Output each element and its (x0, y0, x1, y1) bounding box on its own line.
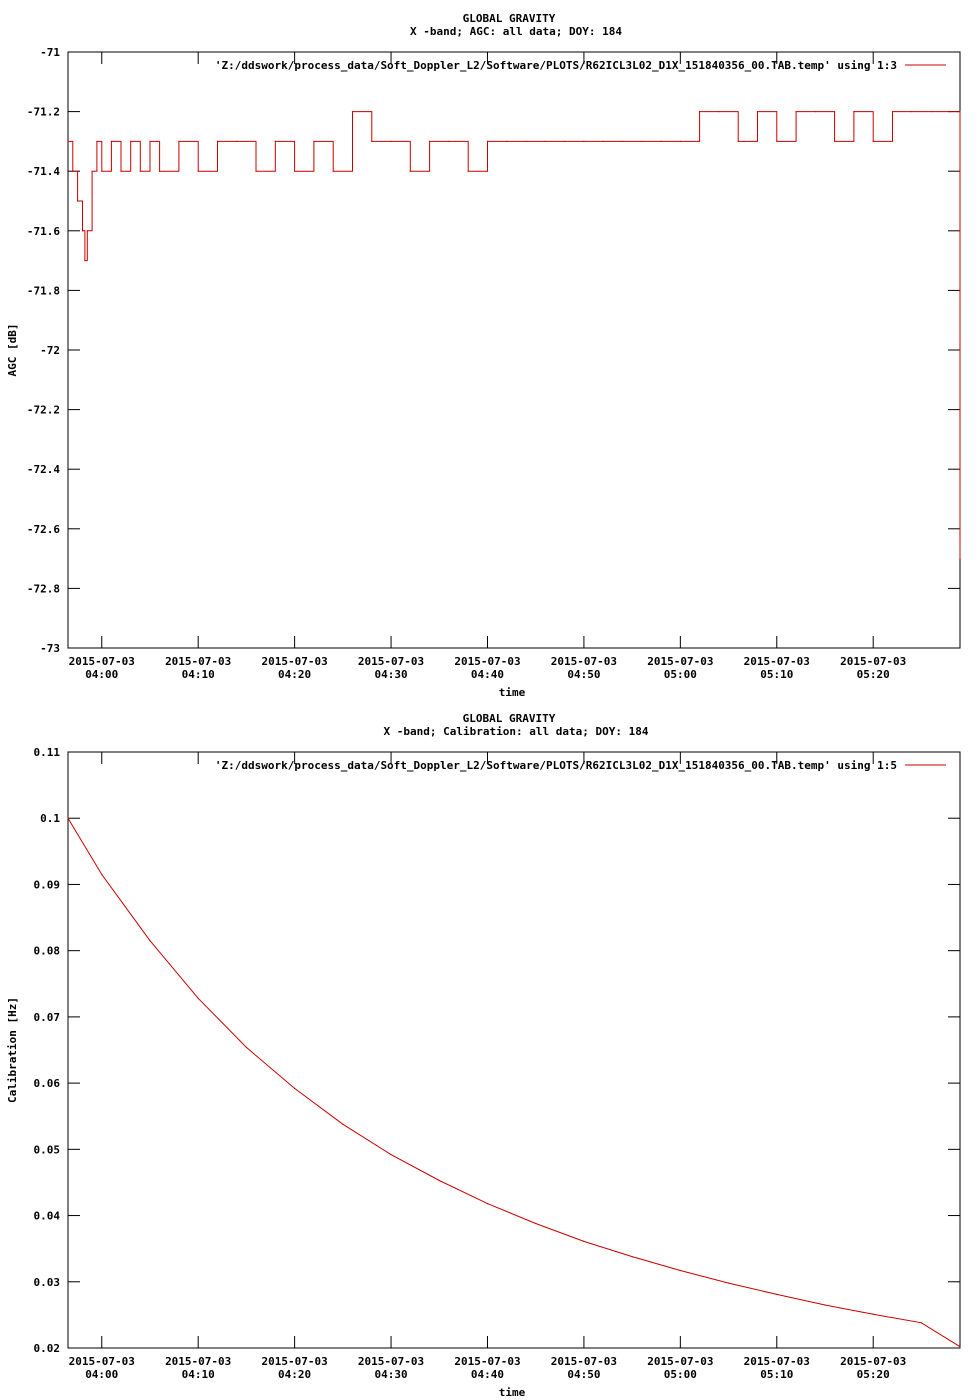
data-point (439, 1180, 440, 1181)
data-point (564, 141, 565, 142)
y-tick-label: 0.11 (33, 746, 60, 759)
chart-title: GLOBAL GRAVITY (462, 712, 556, 725)
data-point (506, 141, 507, 142)
x-tick-time: 04:40 (470, 668, 505, 681)
data-point (622, 141, 623, 142)
data-point (526, 141, 527, 142)
x-tick-time: 04:30 (374, 1368, 408, 1381)
y-tick-label: 0.04 (33, 1209, 60, 1223)
data-point (198, 998, 199, 999)
data-point (641, 141, 642, 142)
data-point (892, 111, 893, 112)
y-tick-label: -72.4 (26, 463, 60, 477)
x-tick-time: 05:00 (663, 1368, 697, 1381)
data-point (950, 111, 951, 112)
y-tick-label: -73 (40, 642, 60, 655)
data-point (824, 1304, 825, 1305)
plot-frame (68, 752, 960, 1348)
y-axis-label: AGC [dB] (6, 323, 19, 377)
data-point (159, 171, 160, 172)
plot-area (67, 111, 960, 559)
x-tick-date: 2015-07-03 (840, 1355, 907, 1368)
data-point (96, 141, 97, 142)
data-point (87, 230, 88, 231)
data-point (728, 1283, 729, 1284)
data-point (101, 874, 102, 875)
data-point (699, 111, 700, 112)
data-point (390, 1154, 391, 1155)
x-tick-time: 04:30 (374, 668, 408, 681)
y-tick-label: 0.07 (33, 1010, 60, 1024)
data-point (342, 1124, 343, 1125)
x-tick-date: 2015-07-03 (261, 1355, 328, 1368)
data-point (111, 141, 112, 142)
series-line (68, 112, 960, 559)
data-point (72, 171, 73, 172)
y-tick-label: 0.09 (33, 878, 60, 892)
data-point (101, 171, 102, 172)
series-line (68, 818, 960, 1346)
x-tick-time: 05:00 (663, 668, 697, 681)
y-tick-label: 0.06 (33, 1077, 60, 1091)
data-point (198, 171, 199, 172)
data-point (873, 141, 874, 142)
x-tick-time: 04:50 (567, 1368, 601, 1381)
data-point (583, 141, 584, 142)
legend-label: 'Z:/ddswork/process_data/Soft_Doppler_L2/Software/PLOTS/R62ICL3L02_D1X_151840356_00.TAB.temp' using 1:3 (214, 59, 897, 72)
x-axis-label: time (498, 1386, 526, 1399)
x-tick-time: 04:20 (278, 668, 312, 681)
data-point (834, 141, 835, 142)
data-point (333, 171, 334, 172)
x-tick-time: 04:00 (85, 668, 119, 681)
chart-subtitle: X -band; AGC: all data; DOY: 184 (410, 25, 622, 38)
data-point (448, 141, 449, 142)
x-tick-time: 05:10 (760, 1368, 794, 1381)
data-point (410, 171, 411, 172)
y-tick-label: -72.8 (26, 582, 60, 596)
data-point (661, 141, 662, 142)
data-point (140, 171, 141, 172)
x-tick-date: 2015-07-03 (357, 1355, 425, 1368)
y-axis (34, 746, 961, 1355)
y-tick-label: -71.8 (26, 284, 60, 298)
data-point (718, 111, 719, 112)
data-point (757, 111, 758, 112)
data-point (178, 141, 179, 142)
x-tick-time: 04:50 (567, 668, 601, 681)
x-tick-date: 2015-07-03 (68, 655, 135, 668)
data-point (911, 111, 912, 112)
data-point (603, 141, 604, 142)
data-point (84, 260, 85, 261)
data-point (957, 111, 958, 112)
data-point (738, 141, 739, 142)
y-axis (27, 46, 960, 655)
x-tick-time: 05:20 (856, 668, 890, 681)
x-tick-time: 04:40 (470, 1368, 505, 1381)
data-point (853, 111, 854, 112)
chart-subtitle: X -band; Calibration: all data; DOY: 184 (383, 725, 649, 738)
data-point (149, 940, 150, 941)
x-tick-time: 04:00 (85, 1368, 119, 1381)
data-point (535, 1223, 536, 1224)
x-tick-date: 2015-07-03 (68, 1355, 135, 1368)
data-point (873, 1314, 874, 1315)
data-point (776, 1294, 777, 1295)
data-point (815, 111, 816, 112)
y-tick-label: 0.08 (33, 944, 60, 958)
x-tick-date: 2015-07-03 (165, 1355, 232, 1368)
data-point (313, 141, 314, 142)
data-point (255, 171, 256, 172)
x-tick-date: 2015-07-03 (647, 655, 714, 668)
data-point (680, 141, 681, 142)
x-tick-time: 04:10 (181, 668, 215, 681)
data-point (680, 1270, 681, 1271)
data-point (294, 171, 295, 172)
data-point (921, 1322, 922, 1323)
x-tick-date: 2015-07-03 (357, 655, 425, 668)
x-tick-date: 2015-07-03 (647, 1355, 714, 1368)
data-point (371, 141, 372, 142)
data-point (67, 818, 68, 819)
y-tick-label: 0.1 (40, 812, 60, 826)
data-point (352, 111, 353, 112)
y-tick-label: -71.6 (26, 224, 60, 238)
data-point (487, 1203, 488, 1204)
x-tick-date: 2015-07-03 (454, 1355, 521, 1368)
plot-area (67, 818, 960, 1348)
data-point (959, 1346, 960, 1347)
x-axis-label: time (498, 686, 526, 699)
calibration-chart (0, 700, 980, 1400)
data-point (583, 1241, 584, 1242)
y-tick-label: -72 (40, 344, 60, 357)
x-tick-date: 2015-07-03 (454, 655, 521, 668)
y-tick-label: -71.4 (26, 165, 60, 179)
data-point (545, 141, 546, 142)
data-point (294, 1088, 295, 1089)
data-point (82, 230, 83, 231)
data-point (487, 141, 488, 142)
x-tick-date: 2015-07-03 (840, 655, 907, 668)
data-point (246, 1047, 247, 1048)
x-tick-time: 04:10 (181, 1368, 215, 1381)
data-point (468, 171, 469, 172)
x-tick-time: 04:20 (278, 1368, 312, 1381)
data-point (120, 171, 121, 172)
x-tick-date: 2015-07-03 (743, 655, 810, 668)
data-point (149, 141, 150, 142)
y-tick-label: -72.2 (26, 403, 60, 417)
x-tick-time: 05:20 (856, 1368, 890, 1381)
x-tick-time: 05:10 (760, 668, 794, 681)
data-point (390, 141, 391, 142)
data-point (429, 141, 430, 142)
data-point (236, 141, 237, 142)
y-tick-label: -71.2 (26, 105, 60, 119)
data-point (959, 558, 960, 559)
y-tick-label: 0.05 (33, 1143, 60, 1157)
y-tick-label: 0.03 (33, 1275, 60, 1289)
data-point (632, 1256, 633, 1257)
x-tick-date: 2015-07-03 (550, 655, 618, 668)
data-point (92, 171, 93, 172)
x-tick-date: 2015-07-03 (550, 1355, 618, 1368)
data-point (796, 111, 797, 112)
x-tick-date: 2015-07-03 (261, 655, 328, 668)
data-point (776, 141, 777, 142)
data-point (275, 141, 276, 142)
y-tick-label: -72.6 (26, 522, 60, 536)
y-tick-label: 0.02 (33, 1342, 60, 1355)
y-tick-label: -71 (40, 46, 60, 59)
data-point (130, 141, 131, 142)
legend-label: 'Z:/ddswork/process_data/Soft_Doppler_L2/Software/PLOTS/R62ICL3L02_D1X_151840356_00.TAB.temp' using 1:5 (214, 759, 897, 772)
data-point (77, 200, 78, 201)
x-axis (69, 752, 907, 1381)
data-point (217, 141, 218, 142)
data-point (931, 111, 932, 112)
x-tick-date: 2015-07-03 (743, 1355, 810, 1368)
data-point (67, 141, 68, 142)
x-tick-date: 2015-07-03 (165, 655, 232, 668)
chart-title: GLOBAL GRAVITY (462, 12, 556, 25)
y-axis-label: Calibration [Hz] (6, 997, 19, 1103)
